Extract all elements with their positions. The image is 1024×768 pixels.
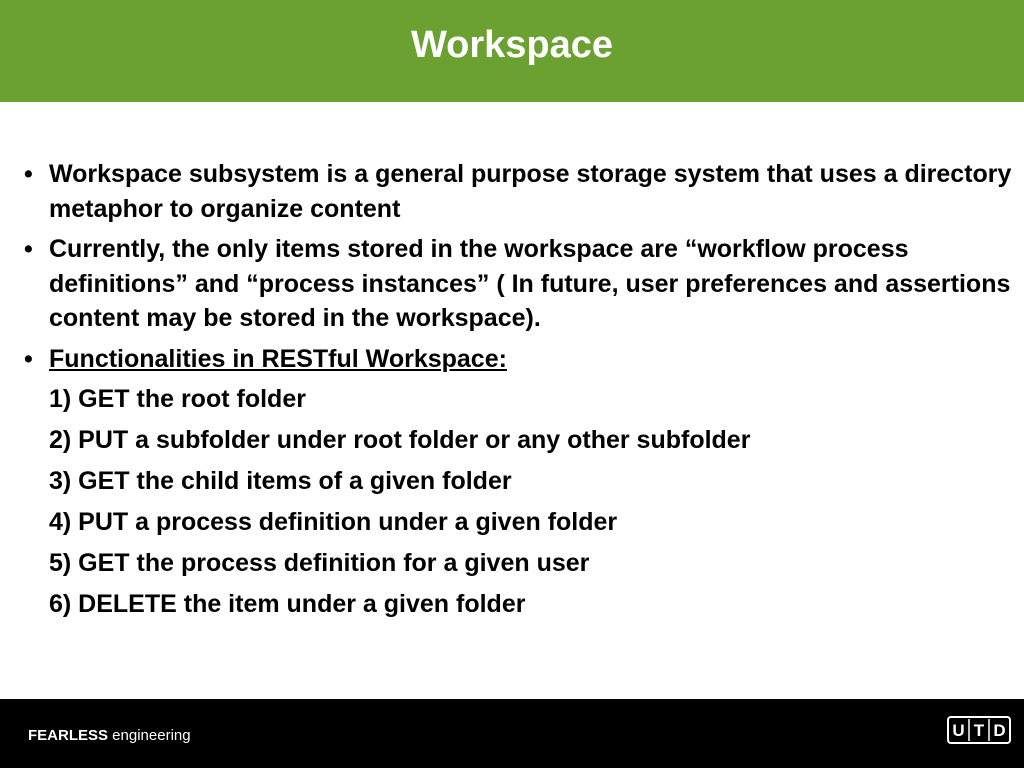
functionality-item: 1) GET the root folder [49,385,306,413]
functionality-item: 4) PUT a process definition under a given folder [49,508,618,536]
logo-letter-t: T [973,721,985,740]
logo-letter-d: D [993,721,1006,740]
bullet-item [22,232,1012,336]
bullet-icon: • [24,160,33,188]
brand-strong: FEARLESS [28,727,109,744]
slide-title: Workspace [410,23,614,66]
bullet-item [22,157,1012,226]
brand-rest: engineering [108,727,191,744]
bullet-item [22,342,1012,377]
functionality-item: 5) GET the process definition for a given user [49,549,590,577]
bullet-icon: • [24,235,33,263]
footer-brand [28,727,191,744]
footer-bar [0,699,1024,768]
functionality-item: 3) GET the child items of a given folder [49,467,512,495]
title-bar [0,0,1024,102]
utd-logo-icon [947,716,1011,744]
bullet-text: Currently, the only items stored in the workspace are “workflow process definitions” and “process instances” ( In future, user preferences and assertions content may be stored in the workspace). [49,235,1011,332]
bullet-icon: • [24,344,33,373]
slide-content [22,157,1012,622]
bullet-text: Workspace subsystem is a general purpose storage system that uses a directory metaphor to organize content [49,160,1012,223]
functionality-item: 6) DELETE the item under a given folder [49,590,526,618]
functionalities-heading: Functionalities in RESTful Workspace: [49,344,507,373]
logo-letter-u: U [952,721,965,740]
functionality-item: 2) PUT a subfolder under root folder or any other subfolder [49,426,751,454]
